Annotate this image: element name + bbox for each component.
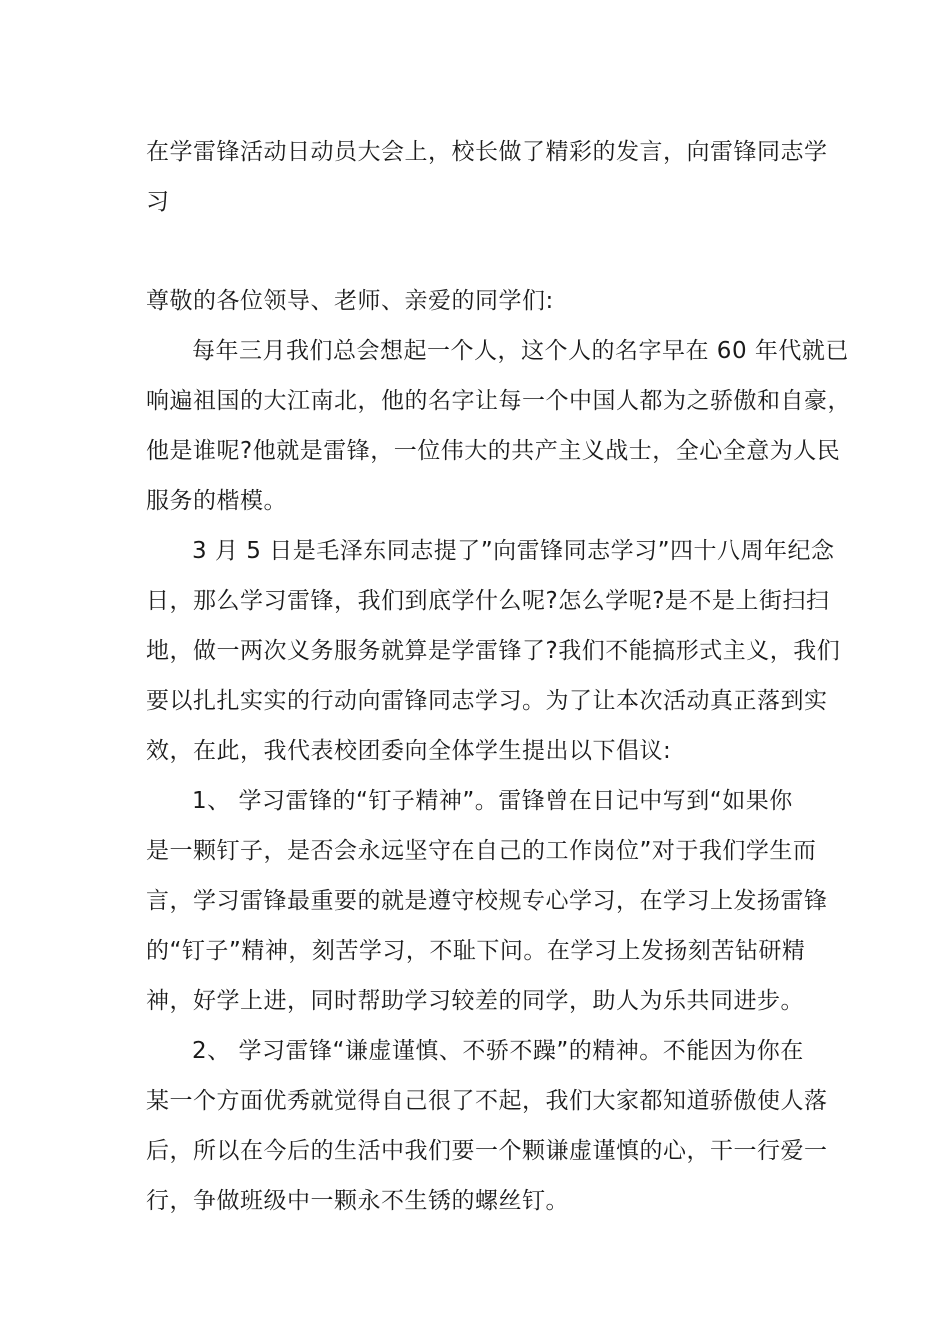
paragraph-line: 1、 学习雷锋的“钉子精神”。雷锋曾在日记中写到“如果你 [192,788,793,814]
paragraph-line: 2、 学习雷锋“谦虚谨慎、不骄不躁”的精神。不能因为你在 [192,1038,804,1064]
paragraph-line: 3 月 5 日是毛泽东同志提了”向雷锋同志学习”四十八周年纪念 [192,538,835,564]
paragraph-line: 日，那么学习雷锋，我们到底学什么呢?怎么学呢?是不是上街扫扫 [146,588,830,614]
paragraph-line: 服务的楷模。 [146,488,287,514]
paragraph-line: 某一个方面优秀就觉得自己很了不起，我们大家都知道骄傲使人落 [146,1088,828,1114]
title-line: 在学雷锋活动日动员大会上，校长做了精彩的发言，向雷锋同志学 [146,139,828,165]
paragraph-line: 是一颗钉子，是否会永远坚守在自己的工作岗位”对于我们学生而 [146,838,817,864]
paragraph-line: 的“钉子”精神，刻苦学习，不耻下问。在学习上发扬刻苦钻研精 [146,938,806,964]
paragraph-line: 神，好学上进，同时帮助学习较差的同学，助人为乐共同进步。 [146,988,804,1014]
paragraph-line: 后，所以在今后的生活中我们要一个颗谦虚谨慎的心，干一行爱一 [146,1138,828,1164]
greeting: 尊敬的各位领导、老师、亲爱的同学们: [146,288,554,314]
paragraph-line: 要以扎扎实实的行动向雷锋同志学习。为了让本次活动真正落到实 [146,688,828,714]
title-line: 习 [146,189,170,215]
paragraph-line: 效，在此，我代表校团委向全体学生提出以下倡议: [146,738,672,764]
paragraph-line: 响遍祖国的大江南北，他的名字让每一个中国人都为之骄傲和自豪， [146,388,851,414]
paragraph-line: 言，学习雷锋最重要的就是遵守校规专心学习，在学习上发扬雷锋 [146,888,828,914]
paragraph-line: 行，争做班级中一颗永不生锈的螺丝钉。 [146,1188,569,1214]
paragraph-line: 他是谁呢?他就是雷锋，一位伟大的共产主义战士，全心全意为人民 [146,438,841,464]
paragraph-line: 每年三月我们总会想起一个人，这个人的名字早在 60 年代就已 [192,338,849,364]
paragraph-line: 地，做一两次义务服务就算是学雷锋了?我们不能搞形式主义，我们 [146,638,841,664]
